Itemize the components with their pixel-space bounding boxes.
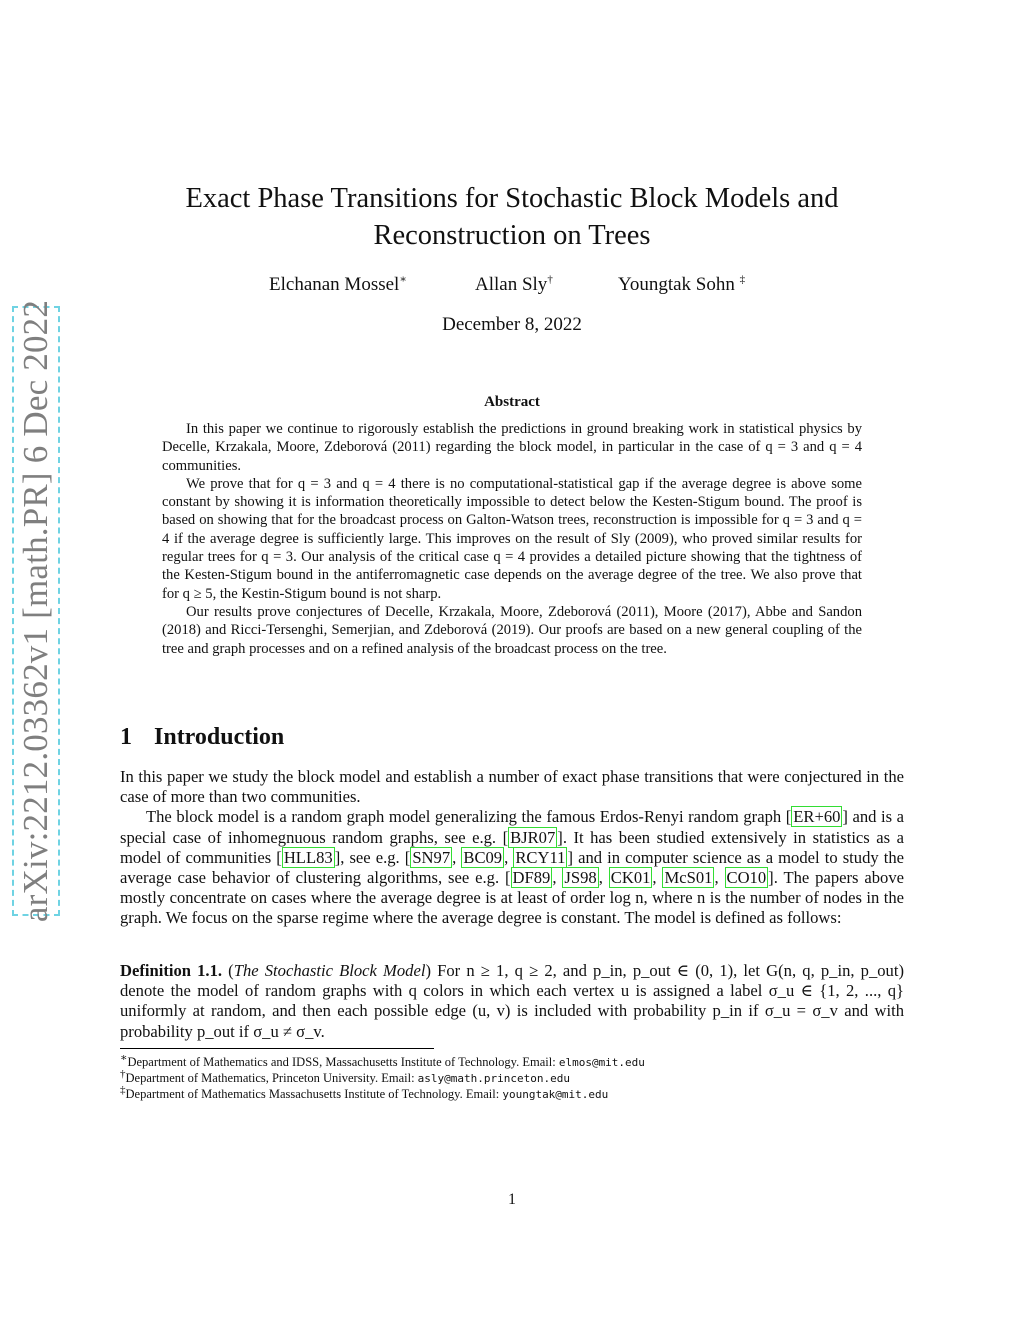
citation-bjr07[interactable]: BJR07 <box>510 827 556 847</box>
abstract-heading: Abstract <box>484 394 540 410</box>
intro-body <box>120 767 904 929</box>
arxiv-id: arXiv:2212.03362v1 [math.PR] 6 Dec 2022 <box>16 299 55 923</box>
definition-name: The Stochastic Block Model <box>233 961 426 980</box>
author-3-mark: ‡ <box>739 273 746 286</box>
footnote-3: ‡Department of Mathematics Massachusetts Institute of Technology. Email: youngtak@mit.edu <box>120 1083 609 1101</box>
abstract-paragraph-3: Our results prove conjectures of Decelle, Krzakala, Moore, Zdeborová (2011), Moore (2017), Abbe and Sandon (2018) and Ricci-Tersenghi, Semerjian, and Zdeborová (2019). Our proofs are based on a new general coupling of the tree and graph processes and on a refined analysis of the broadcast process on the tree. <box>162 603 862 657</box>
section-heading <box>120 724 284 751</box>
author-2: Allan Sly† <box>475 273 553 295</box>
section-number: 1 <box>120 724 132 750</box>
abstract-body <box>162 420 862 658</box>
page-number: 1 <box>508 1191 516 1208</box>
author-list <box>120 274 904 300</box>
abstract-paragraph-2: We prove that for q = 3 and q = 4 there is no computational-statistical gap if the average degree is above some constant by showing it is information theoretically impossible to detect below the Kesten-Stigum bound. The proof is based on showing that for the broadcast process on Galton-Watson trees, reconstruction is impossible for q = 3 and q = 4 if the average degree is sufficiently large. This improves on the result of Sly (2009), who proved similar results for regular trees for q = 3. Our analysis of the critical case q = 4 provides a detailed picture showing that the tightness of the Kesten-Stigum bound in the antiferromagnetic case depends on the average degree of the tree. We also prove that for q ≥ 5, the Kestin-Stigum bound is not sharp. <box>162 475 862 602</box>
citation-rcy11[interactable]: RCY11 <box>515 847 566 867</box>
arxiv-stamp <box>12 299 60 923</box>
footnote-1-email[interactable]: elmos@mit.edu <box>558 1056 645 1069</box>
citation-sn97[interactable]: SN97 <box>412 847 451 867</box>
section-title: Introduction <box>154 724 285 750</box>
abstract-paragraph-1: In this paper we continue to rigorously establish the predictions in ground breaking work in statistical physics by Decelle, Krzakala, Moore, Zdeborová (2011) regarding the block model, in particular in the case of q = 3 and q = 4 communities. <box>162 421 862 474</box>
footnote-2-email[interactable]: asly@math.princeton.edu <box>417 1072 570 1085</box>
title-line-2: Reconstruction on Trees <box>373 220 651 251</box>
author-3: Youngtak Sohn ‡ <box>618 273 746 295</box>
citation-hll83[interactable]: HLL83 <box>283 847 333 867</box>
author-1: Elchanan Mossel∗ <box>269 273 407 295</box>
citation-ck01[interactable]: CK01 <box>610 868 651 888</box>
paper-title <box>120 180 904 254</box>
title-line-1: Exact Phase Transitions for Stochastic Block Models and <box>185 183 839 214</box>
citation-bc09[interactable]: BC09 <box>463 847 503 867</box>
citation-er60[interactable]: ER+60 <box>793 807 841 827</box>
author-2-mark: † <box>547 273 553 286</box>
citation-js98[interactable]: JS98 <box>564 868 597 888</box>
citation-co10[interactable]: CO10 <box>726 868 767 888</box>
definition-block: Definition 1.1. (The Stochastic Block Model) For n ≥ 1, q ≥ 2, and p_in, p_out ∈ (0, 1), let G(n, q, p_in, p_out) denote the model of random graphs with q colors in which each vertex u is assigned a label σ_u ∈ {1, 2, ..., q} uniformly at random, and then each possible edge (u, v) is included with probability p_in if σ_u = σ_v and with probability p_out if σ_u ≠ σ_v. <box>120 961 904 1041</box>
definition-text: For n ≥ 1, q ≥ 2, and p_in, p_out ∈ (0, 1), let G(n, q, p_in, p_out) denote the model of random graphs with q colors in which each vertex u is assigned a label σ_u ∈ {1, 2, ..., q} uniformly at random, and then each possible edge (u, v) is included with probability p_in if σ_u = σ_v and with probability p_out if σ_u ≠ σ_v. <box>120 961 904 1041</box>
definition-label: Definition 1.1. <box>120 961 223 980</box>
footnote-1: ∗Department of Mathematics and IDSS, Massachusetts Institute of Technology. Email: elmos@mit.edu <box>120 1051 645 1069</box>
footnote-rule <box>120 1048 434 1049</box>
paper-date: December 8, 2022 <box>442 314 582 335</box>
citation-mcs01[interactable]: McS01 <box>664 868 713 888</box>
citation-df89[interactable]: DF89 <box>512 868 551 888</box>
footnote-2: †Department of Mathematics, Princeton University. Email: asly@math.princeton.edu <box>120 1067 570 1085</box>
intro-paragraph-2: The block model is a random graph model generalizing the famous Erdos-Renyi random graph [ ER+60 ] and is a special case of inhomegnuous random graphs, see e.g. [ BJR07 ]. It has been studied extensively in statistics as a model of communities [ HLL83 ], see e.g. [ SN97 , BC09 , RCY11 ] and in computer science as a model to study the average case behavior of clustering algorithms, see e.g. [ DF89 , JS98 , CK01 , McS01 , CO10 ]. The papers above mostly concentrate on cases where the average degree is at least of order log n, where n is the number of nodes in the graph. We focus on the sparse regime where the average degree is constant. The model is defined as follows: <box>120 807 905 928</box>
footnote-3-email[interactable]: youngtak@mit.edu <box>502 1088 609 1101</box>
intro-paragraph-1: In this paper we study the block model and establish a number of exact phase transitions that were conjectured in the case of more than two communities. <box>120 767 904 807</box>
author-1-mark: ∗ <box>399 273 407 286</box>
